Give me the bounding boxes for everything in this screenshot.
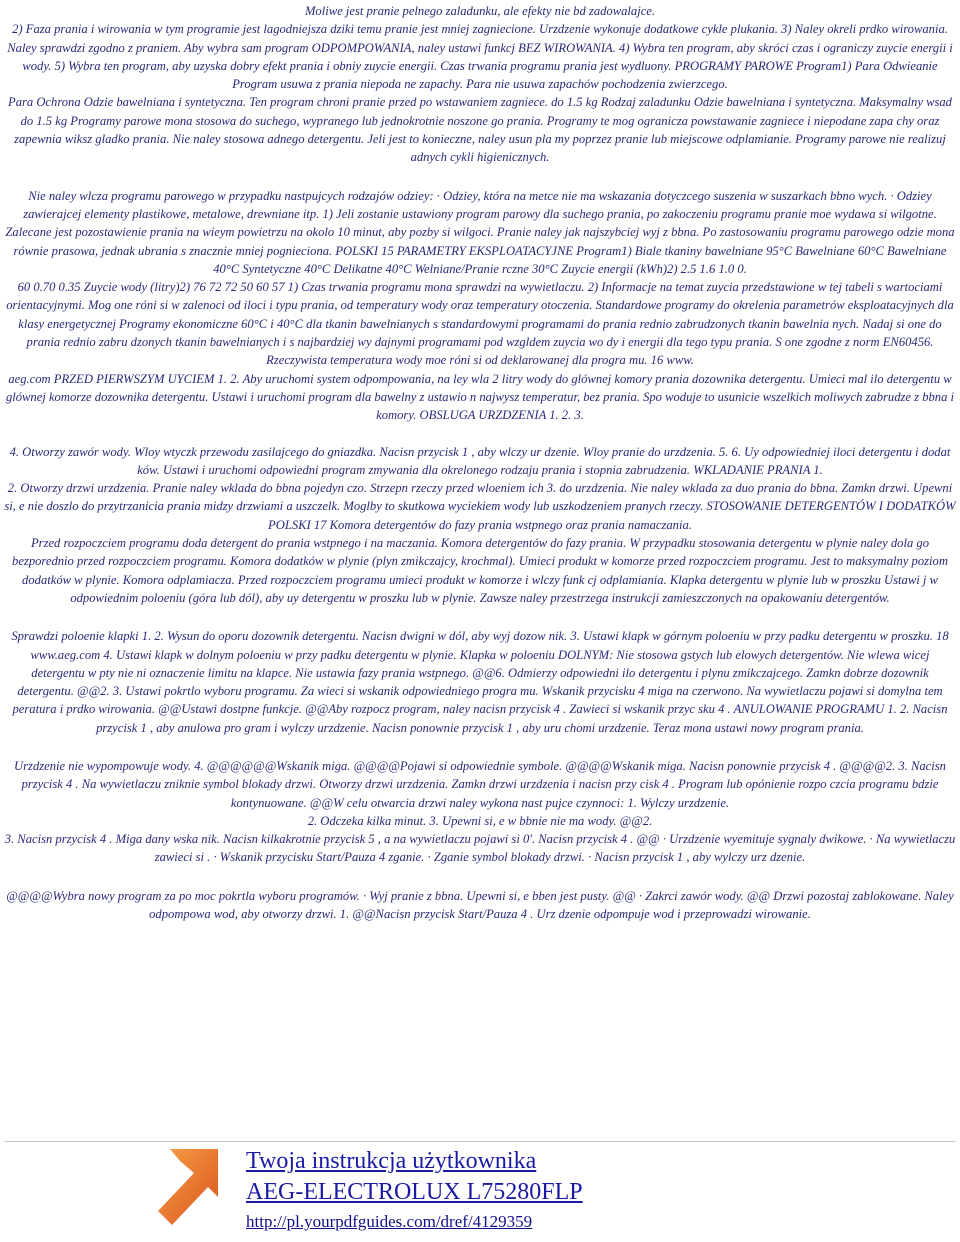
paragraph-13: 3. Nacisn przycisk 4 . Miga dany wska nik. Nacisn kilkakrotnie przycisk 5 , a na wywietlaczu pojawi si 0'. Nacisn przycisk 4 . @@ · Urzdzenie wyemituje sygnaly dwikowe. · Na wywietlaczu zawieci si . · Wskanik przycisku Start/Pauza 4 zganie. · Zganie symbol blokady drzwi. · Nacisn przycisk 1 , aby wylczy urz dzenie. bbox=[4, 832, 956, 865]
model-link[interactable]: AEG-ELECTROLUX L75280FLP bbox=[246, 1179, 583, 1205]
manual-title-link[interactable]: Twoja instrukcja użytkownika bbox=[246, 1148, 537, 1174]
paragraph-14: @@@@Wybra nowy program za po moc pokrtla wyboru programów. · Wyj pranie z bbna. Upewni si, e bben jest pusty. @@ · Zakrci zawór wody. @@ Drzwi pozostaj zablokowane. Naley odpompowa wod, aby otworzy drzwi. 1. @@Nacisn przycisk Start/Pauza 4 . Urz dzenie odpompuje wod i przeprowadzi wirowanie. bbox=[6, 888, 954, 922]
paragraph-10: Sprawdzi poloenie klapki 1. 2. Wysun do oporu dozownik detergentu. Nacisn dwigni w dól, aby wyj dozow nik. 3. Ustawi klapk w górnym poloeniu w przy padku detergentu w proszku. 18 www.aeg.com 4. Ustawi klapk w dolnym poloeniu w przy padku detergentu w plynie. Klapka w poloeniu DOLNYM: Nie stosowa gstych lub elowych detergentów. Nie wlewa wicej detergentu w pty nie ni oznaczenie limitu na klapce. Nie ustawia fazy prania wstpnego. @@6. Odmierzy odpowiedni ilo detergentu i plynu zmikczajcego. Zamkn dobrze dozownik detergentu. @@2. 3. Ustawi pokrtlo wyboru programu. Za wieci si wskanik odpowiedniego progra mu. Wskanik przycisku 4 miga na czerwono. Na wywietlaczu pojawi si domylna tem peratura i prdko wirowania. @@Ustawi dostpne funkcje. @@Aby rozpocz program, naley nacisn przycisk 4 . Zawieci si wskanik przyc sku 4 . ANULOWANIE PROGRAMU 1. 2. Nacisn przycisk 1 , aby anulowa pro gram i wylczy urzdzenie. Nacisn ponownie przycisk 1 , aby uru chomi urzdzenie. Teraz mona ustawi nowy program prania. bbox=[11, 629, 949, 735]
paragraph-4: Nie naley wlcza programu parowego w przypadku nastpujcych rodzajów odziey: · Odziey, która na metce nie ma wskazania dotyczcego suszenia w suszarkach bbno wych. · Odziey zawierajcej elementy plastikowe, metalowe, drewniane itp. 1) Jeli zostanie ustawiony program parowy dla suchego prania, po zakoczeniu programu pranie moe wydawa si wilgotne. Zalecane jest pozostawienie prania na wieym powietrzu na okolo 10 minut, aby pozby si wilgoci. Pranie naley jak najszybciej wyj z bbna. Po zastosowaniu programu parowego odzie mona równie prasowa, jednak ubrania s znacznie mniej pognieciona. POLSKI 15 PARAMETRY EKSPLOATACYJNE Program1) Biale tkaniny bawelniane 95°C Bawelniane 60°C Bawelniane 40°C Syntetyczne 40°C Delikatne 40°C Welniane/Pranie rczne 30°C Zuycie energii (kWh)2) 2.5 1.6 1.0 0. bbox=[5, 188, 955, 276]
footer-divider bbox=[4, 1141, 956, 1142]
footer bbox=[0, 1143, 960, 1242]
paragraph-11: Urzdzenie nie wypompowuje wody. 4. @@@@@@Wskanik miga. @@@@Pojawi si odpowiednie symbole. @@@@Wskanik miga. Nacisn ponownie przycisk 4 . @@@@2. 3. Nacisn przycisk 4 . Na wywietlaczu zniknie symbol blokady drzwi. Otworzy drzwi urzdzenia. Zamkn drzwi urzdzenia i nacisn przy cisk 4 . Program lub opónienie rozpo czcia programu bdzie kontynuowane. @@W celu otwarcia drzwi naley wykona nast pujce czynnoci: 1. Wylczy urzdzenie. bbox=[14, 758, 946, 810]
arrow-logo-icon bbox=[152, 1143, 240, 1239]
manual-text bbox=[3, 2, 957, 923]
paragraph-12: 2. Odczeka kilka minut. 3. Upewni si, e w bbnie nie ma wody. @@2. bbox=[307, 813, 653, 828]
paragraph-3: Para Ochrona Odzie bawelniana i syntetyczna. Ten program chroni pranie przed po wstawaniem zagniece. do 1.5 kg Rodzaj zaladunku Odzie bawelniana i syntetyczna. Maksymalny wsad do 1.5 kg Programy parowe mona stosowa do suchego, wypranego lub jednokrotnie noszone go prania. Programy te mog ogranicza powstawanie zagniece i niepodane zapa chy oraz zapewnia wiksz gladko prania. Nie naley stosowa adnego detergentu. Jeli jest to konieczne, naley usun pla my poprzez pranie lub miejscowe odplamianie. Programy parowe nie realizuj adnych cykli higienicznych. bbox=[8, 95, 952, 165]
paragraph-5: 60 0.70 0.35 Zuycie wody (litry)2) 76 72 72 50 60 57 1) Czas trwania programu mona sprawdzi na wywietlaczu. 2) Informacje na temat zuycia przedstawione w tej tabeli s wartociami orientacyjnymi. Mog one róni si w zalenoci od iloci i typu prania, od temperatury wody oraz temperatury otoczenia. Standardowe programy do okrelenia parametrów eksploatacyjnych dla klasy energetycznej Programy ekonomiczne 60°C i 40°C dla tkanin bawelnianych s standardowymi programami do prania rednio zabrudzonych tkanin bawelnia nych. Nadaj si one do prania rednio zabru dzonych tkanin bawelnianych i s najbardziej wy dajnymi programami pod wzgldem zuycia wo dy i energii dla tego typu prania. S one zgodne z norm EN60456. Rzeczywista temperatura wody moe róni si od deklarowanej dla progra mu. 16 www. bbox=[6, 280, 954, 368]
paragraph-6: aeg.com PRZED PIERWSZYM UYCIEM 1. 2. Aby uruchomi system odpompowania, na ley wla 2 litry wody do glównej komory prania dozownika detergentu. Umieci mal ilo detergentu w glównej komorze dozownika detergentu. Ustawi i uruchomi program dla bawelny z ustawio n najwysz temperatur, bez prania. Spo woduje to usunicie wszelkich moliwych zabrudze z bbna i komory. OBSLUGA URZDZENIA 1. 2. 3. bbox=[5, 371, 955, 423]
paragraph-2: 2) Faza prania i wirowania w tym programie jest lagodniejsza dziki temu pranie jest mniej zagniecione. Urzdzenie wykonuje dodatkowe cykle plukania. 3) Naley okreli prdko wirowania. Naley sprawdzi zgodno z praniem. Aby wybra sam program ODPOMPOWANIA, naley ustawi funkcj BEZ WIROWANIA. 4) Wybra ten program, aby skróci czas i ograniczy zuycie energii i wody. 5) Wybra ten program, aby uzyska dobry efekt prania i obniy zuycie energii. Czas trwania programu prania jest wydluony. PROGRAMY PAROWE Program1) Para Odwieanie Program usuwa z prania niepoda ne zapachy. Para nie usuwa zapachów pochodzenia zwierzcego. bbox=[7, 22, 953, 92]
source-url-link[interactable]: http://pl.yourpdfguides.com/dref/4129359 bbox=[246, 1212, 533, 1231]
paragraph-1: Moliwe jest pranie pelnego zaladunku, ale efekty nie bd zadowalajce. bbox=[304, 4, 656, 18]
paragraph-8: 2. Otworzy drzwi urzdzenia. Pranie naley wklada do bbna pojedyn czo. Strzepn rzeczy przed wloeniem ich 3. do urzdzenia. Nie naley wklada za duo prania do bbna. Zamkn drzwi. Upewni si, e nie doszlo do przytrzanicia prania midzy drzwiami a uszczelk. Moglby to skutkowa wyciekiem wody lub uszkodzeniem pranych rzeczy. STOSOWANIE DETERGENTÓW I DODATKÓW POLSKI 17 Komora detergentów do fazy prania wstpnego oraz prania namaczania. bbox=[4, 481, 956, 532]
paragraph-7: 4. Otworzy zawór wody. Wloy wtyczk przewodu zasilajcego do gniazdka. Nacisn przycisk 1 , aby wlczy ur dzenie. Wloy pranie do urzdzenia. 5. 6. Uy odpowiedniej iloci detergentu i dodat ków. Ustawi i uruchomi odpowiedni program zmywania dla okrelonego rodzaju prania i stopnia zabrudzenia. WKLADANIE PRANIA 1. bbox=[9, 444, 951, 477]
paragraph-9: Przed rozpoczciem programu doda detergent do prania wstpnego i na maczania. Komora detergentów do fazy prania. W przypadku stosowania detergentu w plynie naley dola go bezporednio przed rozpoczciem programu. Komora dodatków w plynie (plyn zmikczajcy, krochmal). Umieci produkt w komorze przed rozpoczciem programu. Jest to maksymalny poziom dodatków w plynie. Komora odplamiacza. Przed rozpoczciem programu umieci produkt w komorze i wlczy funk cj odplamiania. Klapka detergentu w plynie lub w proszku Ustawi j w odpowiednim poloeniu (góra lub dól), aby uy detergentu w proszku lub w plynie. Zawsze naley przestrzega instrukcji zamieszczonych na opakowaniu detergentów. bbox=[12, 536, 948, 605]
